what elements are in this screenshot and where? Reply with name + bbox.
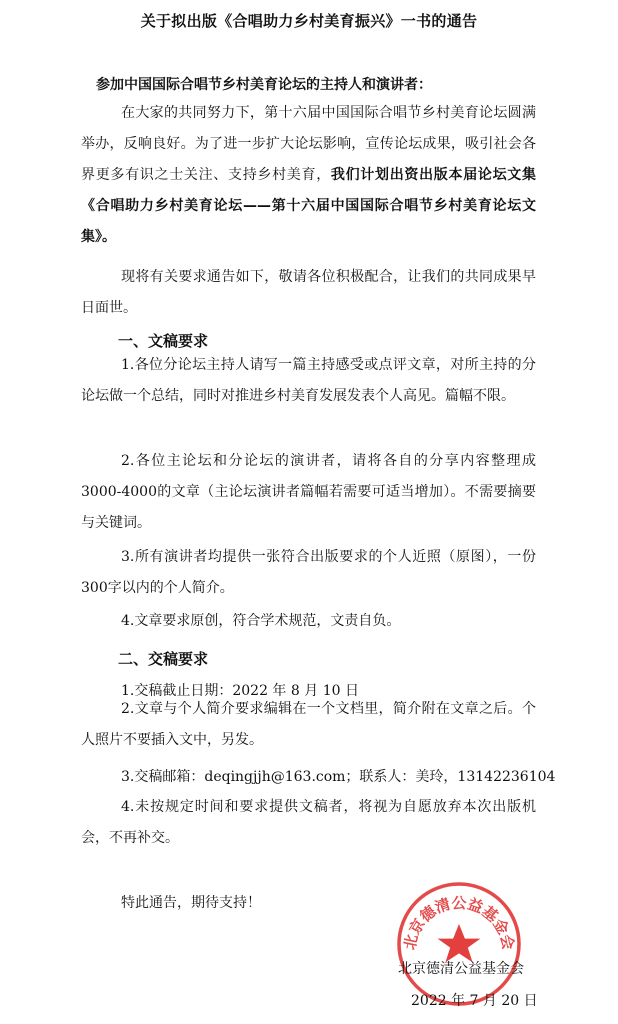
closing-text: 特此通告，期待支持！ — [121, 895, 261, 911]
section1-item-3: 3.所有演讲者均提供一张符合出版要求的个人近照（原图），一份300字以内的个人简介。 — [81, 549, 536, 596]
signature-date: 2022 年 7 月 20 日 — [411, 993, 538, 1009]
notice-paragraph: 现将有关要求通告如下，敬请各位积极配合，让我们的共同成果早日面世。 — [81, 269, 536, 316]
signature-org: 北京德清公益基金会 — [398, 961, 524, 977]
seal-star-icon — [438, 924, 481, 962]
section2-item-1: 1.交稿截止日期：2022 年 8 月 10 日 — [121, 683, 359, 699]
section2-item-2: 2.文章与个人简介要求编辑在一个文档里，简介附在文章之后。个人照片不要插入文中，另发。 — [81, 701, 536, 748]
intro-text: 在大家的共同努力下，第十六届中国国际合唱节乡村美育论坛圆满举办，反响良好。为了进一步扩大论坛影响，宣传论坛成果，吸引社会各界更多有识之士关注、支持乡村美育， — [81, 105, 536, 183]
addressee: 参加中国国际合唱节乡村美育论坛的主持人和演讲者： — [96, 77, 432, 93]
section1-item-1: 1.各位分论坛主持人请写一篇主持感受或点评文章，对所主持的分论坛做一个总结，同时对推进乡村美育发展发表个人高见。篇幅不限。 — [81, 357, 536, 404]
section2-item-3: 3.交稿邮箱：deqingjjh@163.com；联系人：美玲，13142236104 — [121, 769, 556, 785]
section2-heading: 二、交稿要求 — [118, 650, 209, 668]
section1-item-4: 4.文章要求原创，符合学术规范，文责自负。 — [121, 613, 401, 629]
seal-text: 北京德清公益基金会 — [400, 894, 518, 952]
section1-item-2: 2.各位主论坛和分论坛的演讲者，请将各自的分享内容整理成3000-4000的文章（主论坛演讲者篇幅若需要可适当增加）。不需要摘要与关键词。 — [81, 453, 536, 531]
document-title: 关于拟出版《合唱助力乡村美育振兴》一书的通告 — [140, 12, 478, 30]
intro-paragraph — [81, 98, 536, 253]
official-seal — [395, 880, 523, 1008]
section2-item-4: 4.未按规定时间和要求提供文稿者，将视为自愿放弃本次出版机会，不再补交。 — [81, 799, 536, 846]
intro-bold-text: 我们计划出资出版本届论坛文集《合唱助力乡村美育论坛——第十六届中国国际合唱节乡村美育论坛文集》。 — [81, 167, 537, 245]
section1-heading: 一、文稿要求 — [118, 332, 209, 350]
